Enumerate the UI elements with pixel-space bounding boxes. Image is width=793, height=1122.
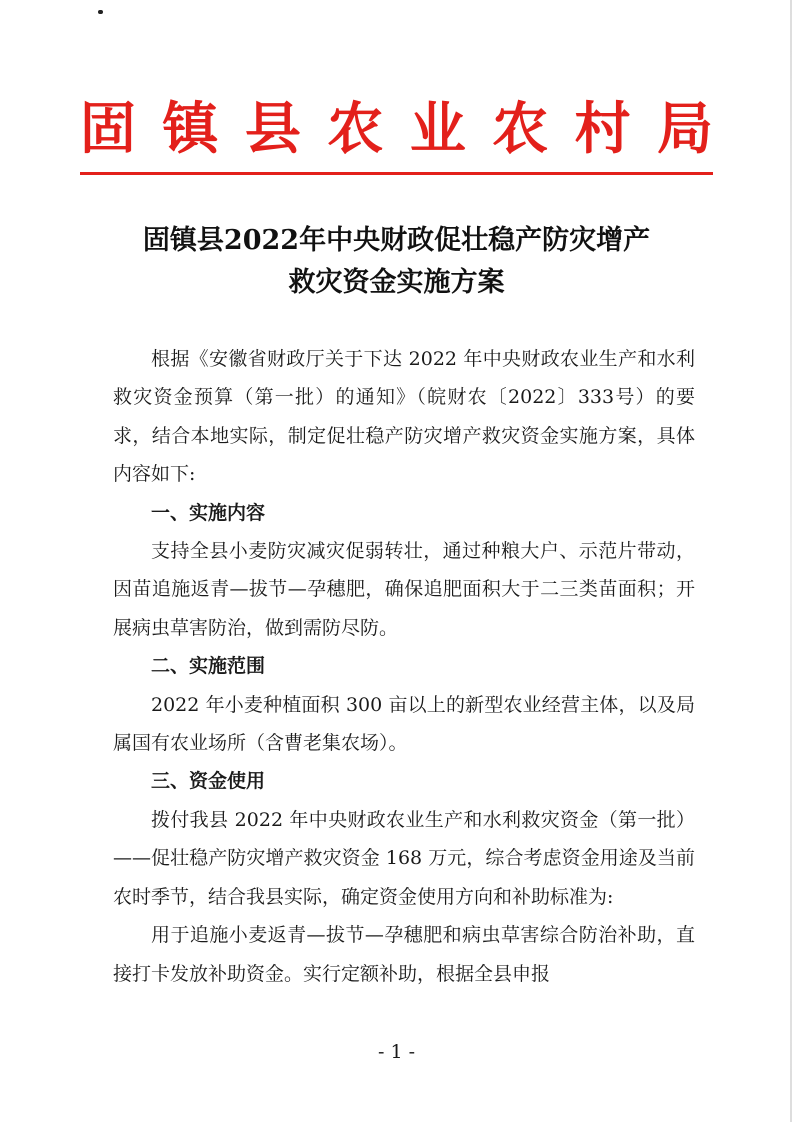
letterhead-char: 农	[327, 96, 384, 162]
scan-edge	[790, 0, 792, 1122]
section-paragraph: 2022 年小麦种植面积 300 亩以上的新型农业经营主体，以及局属国有农业场所（含曹老集农场）。	[113, 693, 695, 755]
intro-paragraph: 根据《安徽省财政厅关于下达 2022 年中央财政农业生产和水利救灾资金预算（第一批）的通知》（皖财农〔2022〕333号）的要求，结合本地实际，制定促壮稳产防灾增产救灾资金实施方案，具体内容如下:	[113, 348, 695, 486]
title-line-2: 救灾资金实施方案	[288, 267, 505, 298]
letterhead-char: 局	[656, 96, 713, 162]
section-heading: 二、实施范围	[151, 655, 266, 678]
letterhead-divider	[80, 172, 713, 175]
section-heading: 一、实施内容	[151, 501, 266, 524]
document-title	[80, 220, 713, 304]
title-line-1: 固镇县2022年中央财政促壮稳产防灾增产	[142, 225, 651, 256]
section-paragraph: 支持全县小麦防灾减灾促弱转壮，通过种粮大户、示范片带动，因苗追施返青—拔节—孕穗肥，确保追肥面积大于二三类苗面积；开展病虫草害防治，做到需防尽防。	[113, 540, 695, 639]
page-number: - 1 -	[377, 1041, 415, 1063]
letterhead	[80, 96, 713, 162]
section-heading: 三、资金使用	[151, 770, 266, 793]
letterhead-char: 县	[244, 96, 301, 162]
letterhead-char: 村	[574, 96, 631, 162]
section-paragraph: 用于追施小麦返青—拔节—孕穗肥和病虫草害综合防治补助，直接打卡发放补助资金。实行定额补助，根据全县申报	[113, 924, 695, 985]
letterhead-char: 农	[492, 96, 549, 162]
scan-mark	[98, 10, 103, 14]
section-paragraph: 拨付我县 2022 年中央财政农业生产和水利救灾资金（第一批）——促壮稳产防灾增产救灾资金 168 万元，综合考虑资金用途及当前农时季节，结合我县实际，确定资金使用方向和补助标准为:	[113, 808, 695, 908]
document-body	[113, 340, 695, 993]
letterhead-char: 业	[409, 96, 466, 162]
letterhead-char: 镇	[162, 96, 219, 162]
letterhead-char: 固	[80, 96, 136, 162]
